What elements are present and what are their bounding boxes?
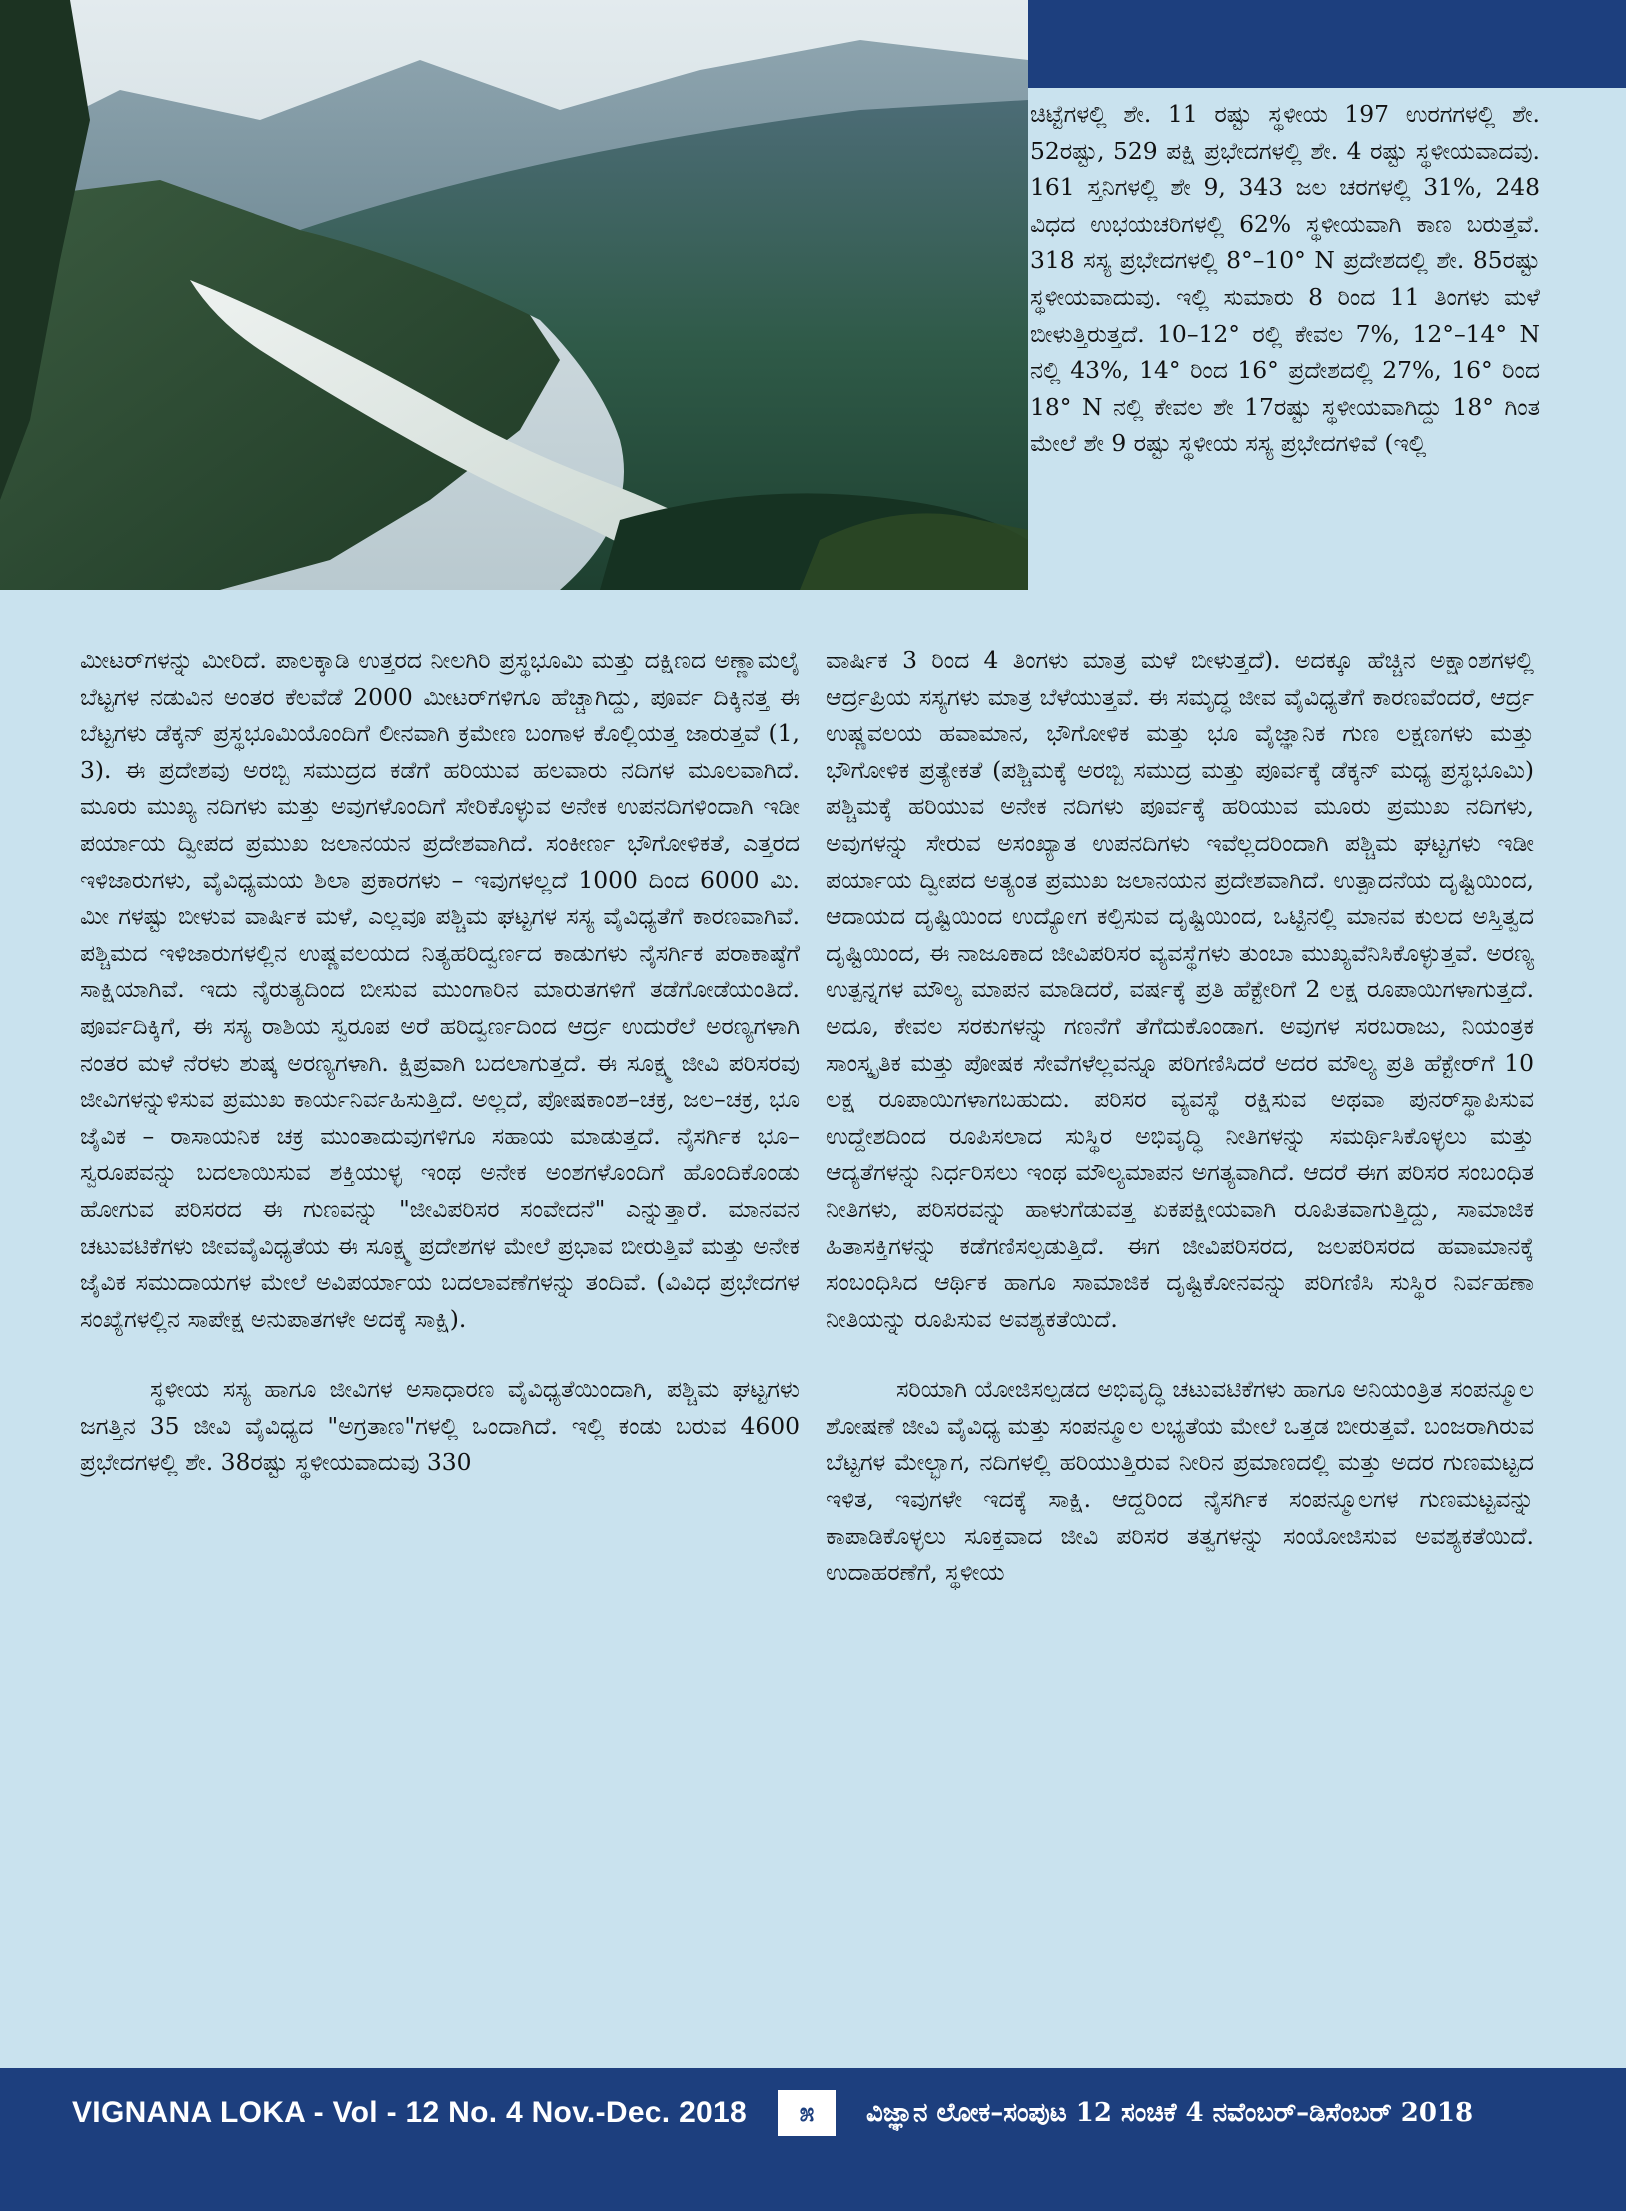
paragraph: ಸ್ಥಳೀಯ ಸಸ್ಯ ಹಾಗೂ ಜೀವಿಗಳ ಅಸಾಧಾರಣ ವೈವಿಧ್ಯತೆಯಿಂದಾಗಿ, ಪಶ್ಚಿಮ ಘಟ್ಟಗಳು ಜಗತ್ತಿನ 35 ಜೀವಿ ವೈವಿಧ್ಯದ "ಅಗ್ರತಾಣ"ಗಳಲ್ಲಿ ಒಂದಾಗಿದೆ. ಇಲ್ಲಿ ಕಂಡು ಬರುವ 4600 ಪ್ರಭೇದಗಳಲ್ಲಿ ಶೇ. 38ರಷ್ಟು ಸ್ಥಳೀಯವಾದುವು 330 xyxy=(80,1375,800,1477)
paragraph: ಮೀಟರ್‌ಗಳನ್ನು ಮೀರಿದೆ. ಪಾಲಕ್ಕಾಡಿ ಉತ್ತರದ ನೀಲಗಿರಿ ಪ್ರಸ್ಥಭೂಮಿ ಮತ್ತು ದಕ್ಷಿಣದ ಅಣ್ಣಾಮಲೈ ಬೆಟ್ಟಗಳ ನಡುವಿನ ಅಂತರ ಕೆಲವೆಡೆ 2000 ಮೀಟರ್‌ಗಳಿಗೂ ಹೆಚ್ಚಾಗಿದ್ದು, ಪೂರ್ವ ದಿಕ್ಕಿನತ್ತ ಈ ಬೆಟ್ಟಗಳು ಡೆಕ್ಕನ್ ಪ್ರಸ್ಥಭೂಮಿಯೊಂದಿಗೆ ಲೀನವಾಗಿ ಕ್ರಮೇಣ ಬಂಗಾಳ ಕೊಲ್ಲಿಯತ್ತ ಜಾರುತ್ತವೆ (1, 3). ಈ ಪ್ರದೇಶವು ಅರಬ್ಬಿ ಸಮುದ್ರದ ಕಡೆಗೆ ಹರಿಯುವ ಹಲವಾರು ನದಿಗಳ ಮೂಲವಾಗಿದೆ. ಮೂರು ಮುಖ್ಯ ನದಿಗಳು ಮತ್ತು ಅವುಗಳೊಂದಿಗೆ ಸೇರಿಕೊಳ್ಳುವ ಅನೇಕ ಉಪನದಿಗಳಿಂದಾಗಿ ಇಡೀ ಪರ್ಯಾಯ ದ್ವೀಪದ ಪ್ರಮುಖ ಜಲಾನಯನ ಪ್ರದೇಶವಾಗಿದೆ. ಸಂಕೀರ್ಣ ಭೌಗೋಳಿಕತೆ, ಎತ್ತರದ ಇಳಿಜಾರುಗಳು, ವೈವಿಧ್ಯಮಯ ಶಿಲಾ ಪ್ರಕಾರಗಳು – ಇವುಗಳಲ್ಲದೆ 1000 ದಿಂದ 6000 ಮಿ. ಮೀ ಗಳಷ್ಟು ಬೀಳುವ ವಾರ್ಷಿಕ ಮಳೆ, ಎಲ್ಲವೂ ಪಶ್ಚಿಮ ಘಟ್ಟಗಳ ಸಸ್ಯ ವೈವಿಧ್ಯತೆಗೆ ಕಾರಣವಾಗಿವೆ. ಪಶ್ಚಿಮದ ಇಳಿಜಾರುಗಳಲ್ಲಿನ ಉಷ್ಣವಲಯದ ನಿತ್ಯಹರಿದ್ವರ್ಣದ ಕಾಡುಗಳು ನೈಸರ್ಗಿಕ ಪರಾಕಾಷ್ಠೆಗೆ ಸಾಕ್ಷಿಯಾಗಿವೆ. ಇದು ನೈರುತ್ಯದಿಂದ ಬೀಸುವ ಮುಂಗಾರಿನ ಮಾರುತಗಳಿಗೆ ತಡೆಗೋಡೆಯಂತಿದೆ. ಪೂರ್ವದಿಕ್ಕಿಗೆ, ಈ ಸಸ್ಯ ರಾಶಿಯ ಸ್ವರೂಪ ಅರೆ ಹರಿದ್ವರ್ಣದಿಂದ ಆರ್ದ್ರ ಉದುರೆಲೆ ಅರಣ್ಯಗಳಾಗಿ ನಂತರ ಮಳೆ ನೆರಳು ಶುಷ್ಕ ಅರಣ್ಯಗಳಾಗಿ. ಕ್ಷಿಪ್ರವಾಗಿ ಬದಲಾಗುತ್ತದೆ. ಈ ಸೂಕ್ಷ್ಮ ಜೀವಿ ಪರಿಸರವು ಜೀವಿಗಳನ್ನುಳಿಸುವ ಪ್ರಮುಖ ಕಾರ್ಯನಿರ್ವಹಿಸುತ್ತಿದೆ. ಅಲ್ಲದೆ, ಪೋಷಕಾಂಶ–ಚಕ್ರ, ಜಲ–ಚಕ್ರ, ಭೂ ಜೈವಿಕ – ರಾಸಾಯನಿಕ ಚಕ್ರ ಮುಂತಾದುವುಗಳಿಗೂ ಸಹಾಯ ಮಾಡುತ್ತದೆ. ನೈಸರ್ಗಿಕ ಭೂ–ಸ್ವರೂಪವನ್ನು ಬದಲಾಯಿಸುವ ಶಕ್ತಿಯುಳ್ಳ ಇಂಥ ಅನೇಕ ಅಂಶಗಳೊಂದಿಗೆ ಹೊಂದಿಕೊಂಡು ಹೋಗುವ ಪರಿಸರದ ಈ ಗುಣವನ್ನು "ಜೀವಿಪರಿಸರ ಸಂವೇದನೆ" ಎನ್ನುತ್ತಾರೆ. ಮಾನವನ ಚಟುವಟಿಕೆಗಳು ಜೀವವೈವಿಧ್ಯತೆಯ ಈ ಸೂಕ್ಷ್ಮ ಪ್ರದೇಶಗಳ ಮೇಲೆ ಪ್ರಭಾವ ಬೀರುತ್ತಿವೆ ಮತ್ತು ಅನೇಕ ಜೈವಿಕ ಸಮುದಾಯಗಳ ಮೇಲೆ ಅವಿಪರ್ಯಾಯ ಬದಲಾವಣೆಗಳನ್ನು ತಂದಿವೆ. (ವಿವಿಧ ಪ್ರಭೇದಗಳ ಸಂಖ್ಯೆಗಳಲ್ಲಿನ ಸಾಪೇಕ್ಷ ಅನುಪಾತಗಳೇ ಅದಕ್ಕೆ ಸಾಕ್ಷಿ). xyxy=(80,646,800,1333)
text-column-left xyxy=(80,642,800,1481)
valley-photo-illustration xyxy=(0,0,1028,590)
text-column-top-right xyxy=(1030,96,1540,462)
page-number: ೫ xyxy=(778,2090,836,2136)
paragraph: ಸರಿಯಾಗಿ ಯೋಜಿಸಲ್ಪಡದ ಅಭಿವೃದ್ಧಿ ಚಟುವಟಿಕೆಗಳು ಹಾಗೂ ಅನಿಯಂತ್ರಿತ ಸಂಪನ್ಮೂಲ ಶೋಷಣೆ ಜೀವಿ ವೈವಿಧ್ಯ ಮತ್ತು ಸಂಪನ್ಮೂಲ ಲಭ್ಯತೆಯ ಮೇಲೆ ಒತ್ತಡ ಬೀರುತ್ತವೆ. ಬಂಜರಾಗಿರುವ ಬೆಟ್ಟಗಳ ಮೇಲ್ಭಾಗ, ನದಿಗಳಲ್ಲಿ ಹರಿಯುತ್ತಿರುವ ನೀರಿನ ಪ್ರಮಾಣದಲ್ಲಿ ಮತ್ತು ಅದರ ಗುಣಮಟ್ಟದ ಇಳಿತ, ಇವುಗಳೇ ಇದಕ್ಕೆ ಸಾಕ್ಷಿ. ಆದ್ದರಿಂದ ನೈಸರ್ಗಿಕ ಸಂಪನ್ಮೂಲಗಳ ಗುಣಮಟ್ಟವನ್ನು ಕಾಪಾಡಿಕೊಳ್ಳಲು ಸೂಕ್ತವಾದ ಜೀವಿ ಪರಿಸರ ತತ್ವಗಳನ್ನು ಸಂಯೋಜಿಸುವ ಅವಶ್ಯಕತೆಯಿದೆ. ಉದಾಹರಣೆಗೆ, ಸ್ಥಳೀಯ xyxy=(826,1375,1534,1587)
footer-kannada-title: ವಿಜ್ಞಾನ ಲೋಕ–ಸಂಪುಟ 12 ಸಂಚಿಕೆ 4 ನವೆಂಬರ್–ಡಿಸೆಂಬರ್ 2018 xyxy=(866,2098,1474,2128)
top-blue-band xyxy=(1028,0,1626,88)
footer-english-title: VIGNANA LOKA - Vol - 12 No. 4 Nov.-Dec. 2018 xyxy=(72,2096,748,2129)
paragraph: ಚಿಟ್ಟೆಗಳಲ್ಲಿ ಶೇ. 11 ರಷ್ಟು ಸ್ಥಳೀಯ 197 ಉರಗಗಳಲ್ಲಿ ಶೇ. 52ರಷ್ಟು, 529 ಪಕ್ಷಿ ಪ್ರಭೇದಗಳಲ್ಲಿ ಶೇ. 4 ರಷ್ಟು ಸ್ಥಳೀಯವಾದವು. 161 ಸ್ತನಿಗಳಲ್ಲಿ ಶೇ 9, 343 ಜಲ ಚರಗಳಲ್ಲಿ 31%, 248 ವಿಧದ ಉಭಯಚರಿಗಳಲ್ಲಿ 62% ಸ್ಥಳೀಯವಾಗಿ ಕಾಣ ಬರುತ್ತವೆ. 318 ಸಸ್ಯ ಪ್ರಭೇದಗಳಲ್ಲಿ 8°–10° N ಪ್ರದೇಶದಲ್ಲಿ ಶೇ. 85ರಷ್ಟು ಸ್ಥಳೀಯವಾದುವು. ಇಲ್ಲಿ ಸುಮಾರು 8 ರಿಂದ 11 ತಿಂಗಳು ಮಳೆ ಬೀಳುತ್ತಿರುತ್ತದೆ. 10–12° ರಲ್ಲಿ ಕೇವಲ 7%, 12°–14° N ನಲ್ಲಿ 43%, 14° ರಿಂದ 16° ಪ್ರದೇಶದಲ್ಲಿ 27%, 16° ರಿಂದ 18° N ನಲ್ಲಿ ಕೇವಲ ಶೇ 17ರಷ್ಟು ಸ್ಥಳೀಯವಾಗಿದ್ದು 18° ಗಿಂತ ಮೇಲೆ ಶೇ 9 ರಷ್ಟು ಸ್ಥಳೀಯ ಸಸ್ಯ ಪ್ರಭೇದಗಳಿವೆ (ಇಲ್ಲಿ xyxy=(1030,100,1540,458)
text-column-right xyxy=(826,642,1534,1591)
paragraph: ವಾರ್ಷಿಕ 3 ರಿಂದ 4 ತಿಂಗಳು ಮಾತ್ರ ಮಳೆ ಬೀಳುತ್ತದೆ). ಅದಕ್ಕೂ ಹೆಚ್ಚಿನ ಅಕ್ಷಾಂಶಗಳಲ್ಲಿ ಆರ್ದ್ರಪ್ರಿಯ ಸಸ್ಯಗಳು ಮಾತ್ರ ಬೆಳೆಯುತ್ತವೆ. ಈ ಸಮೃದ್ಧ ಜೀವ ವೈವಿಧ್ಯತೆಗೆ ಕಾರಣವೆಂದರೆ, ಆರ್ದ್ರ ಉಷ್ಣವಲಯ ಹವಾಮಾನ, ಭೌಗೋಳಿಕ ಮತ್ತು ಭೂ ವೈಜ್ಞಾನಿಕ ಗುಣ ಲಕ್ಷಣಗಳು ಮತ್ತು ಭೌಗೋಳಿಕ ಪ್ರತ್ಯೇಕತೆ (ಪಶ್ಚಿಮಕ್ಕೆ ಅರಬ್ಬಿ ಸಮುದ್ರ ಮತ್ತು ಪೂರ್ವಕ್ಕೆ ಡೆಕ್ಕನ್ ಮಧ್ಯ ಪ್ರಸ್ಥಭೂಮಿ) ಪಶ್ಚಿಮಕ್ಕೆ ಹರಿಯುವ ಅನೇಕ ನದಿಗಳು ಪೂರ್ವಕ್ಕೆ ಹರಿಯುವ ಮೂರು ಪ್ರಮುಖ ನದಿಗಳು, ಅವುಗಳನ್ನು ಸೇರುವ ಅಸಂಖ್ಯಾತ ಉಪನದಿಗಳು ಇವೆಲ್ಲದರಿಂದಾಗಿ ಪಶ್ಚಿಮ ಘಟ್ಟಗಳು ಇಡೀ ಪರ್ಯಾಯ ದ್ವೀಪದ ಅತ್ಯಂತ ಪ್ರಮುಖ ಜಲಾನಯನ ಪ್ರದೇಶವಾಗಿದೆ. ಉತ್ಪಾದನೆಯ ದೃಷ್ಟಿಯಿಂದ, ಆದಾಯದ ದೃಷ್ಟಿಯಿಂದ ಉದ್ಯೋಗ ಕಲ್ಪಿಸುವ ದೃಷ್ಟಿಯಿಂದ, ಒಟ್ಟಿನಲ್ಲಿ ಮಾನವ ಕುಲದ ಅಸ್ತಿತ್ವದ ದೃಷ್ಟಿಯಿಂದ, ಈ ನಾಜೂಕಾದ ಜೀವಿಪರಿಸರ ವ್ಯವಸ್ಥೆಗಳು ತುಂಬಾ ಮುಖ್ಯವೆನಿಸಿಕೊಳ್ಳುತ್ತವೆ. ಅರಣ್ಯ ಉತ್ಪನ್ನಗಳ ಮೌಲ್ಯ ಮಾಪನ ಮಾಡಿದರೆ, ವರ್ಷಕ್ಕೆ ಪ್ರತಿ ಹೆಕ್ಟೇರಿಗೆ 2 ಲಕ್ಷ ರೂಪಾಯಿಗಳಾಗುತ್ತದೆ. ಅದೂ, ಕೇವಲ ಸರಕುಗಳನ್ನು ಗಣನೆಗೆ ತೆಗೆದುಕೊಂಡಾಗ. ಅವುಗಳ ಸರಬರಾಜು, ನಿಯಂತ್ರಕ ಸಾಂಸ್ಕೃತಿಕ ಮತ್ತು ಪೋಷಕ ಸೇವೆಗಳೆಲ್ಲವನ್ನೂ ಪರಿಗಣಿಸಿದರೆ ಅದರ ಮೌಲ್ಯ ಪ್ರತಿ ಹೆಕ್ಟೇರ್‌ಗೆ 10 ಲಕ್ಷ ರೂಪಾಯಿಗಳಾಗಬಹುದು. ಪರಿಸರ ವ್ಯವಸ್ಥೆ ರಕ್ಷಿಸುವ ಅಥವಾ ಪುನರ್‌ಸ್ಥಾಪಿಸುವ ಉದ್ದೇಶದಿಂದ ರೂಪಿಸಲಾದ ಸುಸ್ಥಿರ ಅಭಿವೃದ್ಧಿ ನೀತಿಗಳನ್ನು ಸಮರ್ಥಿಸಿಕೊಳ್ಳಲು ಮತ್ತು ಆದ್ಯತೆಗಳನ್ನು ನಿರ್ಧರಿಸಲು ಇಂಥ ಮೌಲ್ಯಮಾಪನ ಅಗತ್ಯವಾಗಿದೆ. ಆದರೆ ಈಗ ಪರಿಸರ ಸಂಬಂಧಿತ ನೀತಿಗಳು, ಪರಿಸರವನ್ನು ಹಾಳುಗೆಡುವತ್ತ ಏಕಪಕ್ಷೀಯವಾಗಿ ರೂಪಿತವಾಗುತ್ತಿದ್ದು, ಸಾಮಾಜಿಕ ಹಿತಾಸಕ್ತಿಗಳನ್ನು ಕಡೆಗಣಿಸಲ್ಪಡುತ್ತಿದೆ. ಈಗ ಜೀವಿಪರಿಸರದ, ಜಲಪರಿಸರದ ಹವಾಮಾನಕ್ಕೆ ಸಂಬಂಧಿಸಿದ ಆರ್ಥಿಕ ಹಾಗೂ ಸಾಮಾಜಿಕ ದೃಷ್ಟಿಕೋನವನ್ನು ಪರಿಗಣಿಸಿ ಸುಸ್ಥಿರ ನಿರ್ವಹಣಾ ನೀತಿಯನ್ನು ರೂಪಿಸುವ ಅವಶ್ಯಕತೆಯಿದೆ. xyxy=(826,646,1534,1333)
western-ghats-valley-photo xyxy=(0,0,1028,590)
